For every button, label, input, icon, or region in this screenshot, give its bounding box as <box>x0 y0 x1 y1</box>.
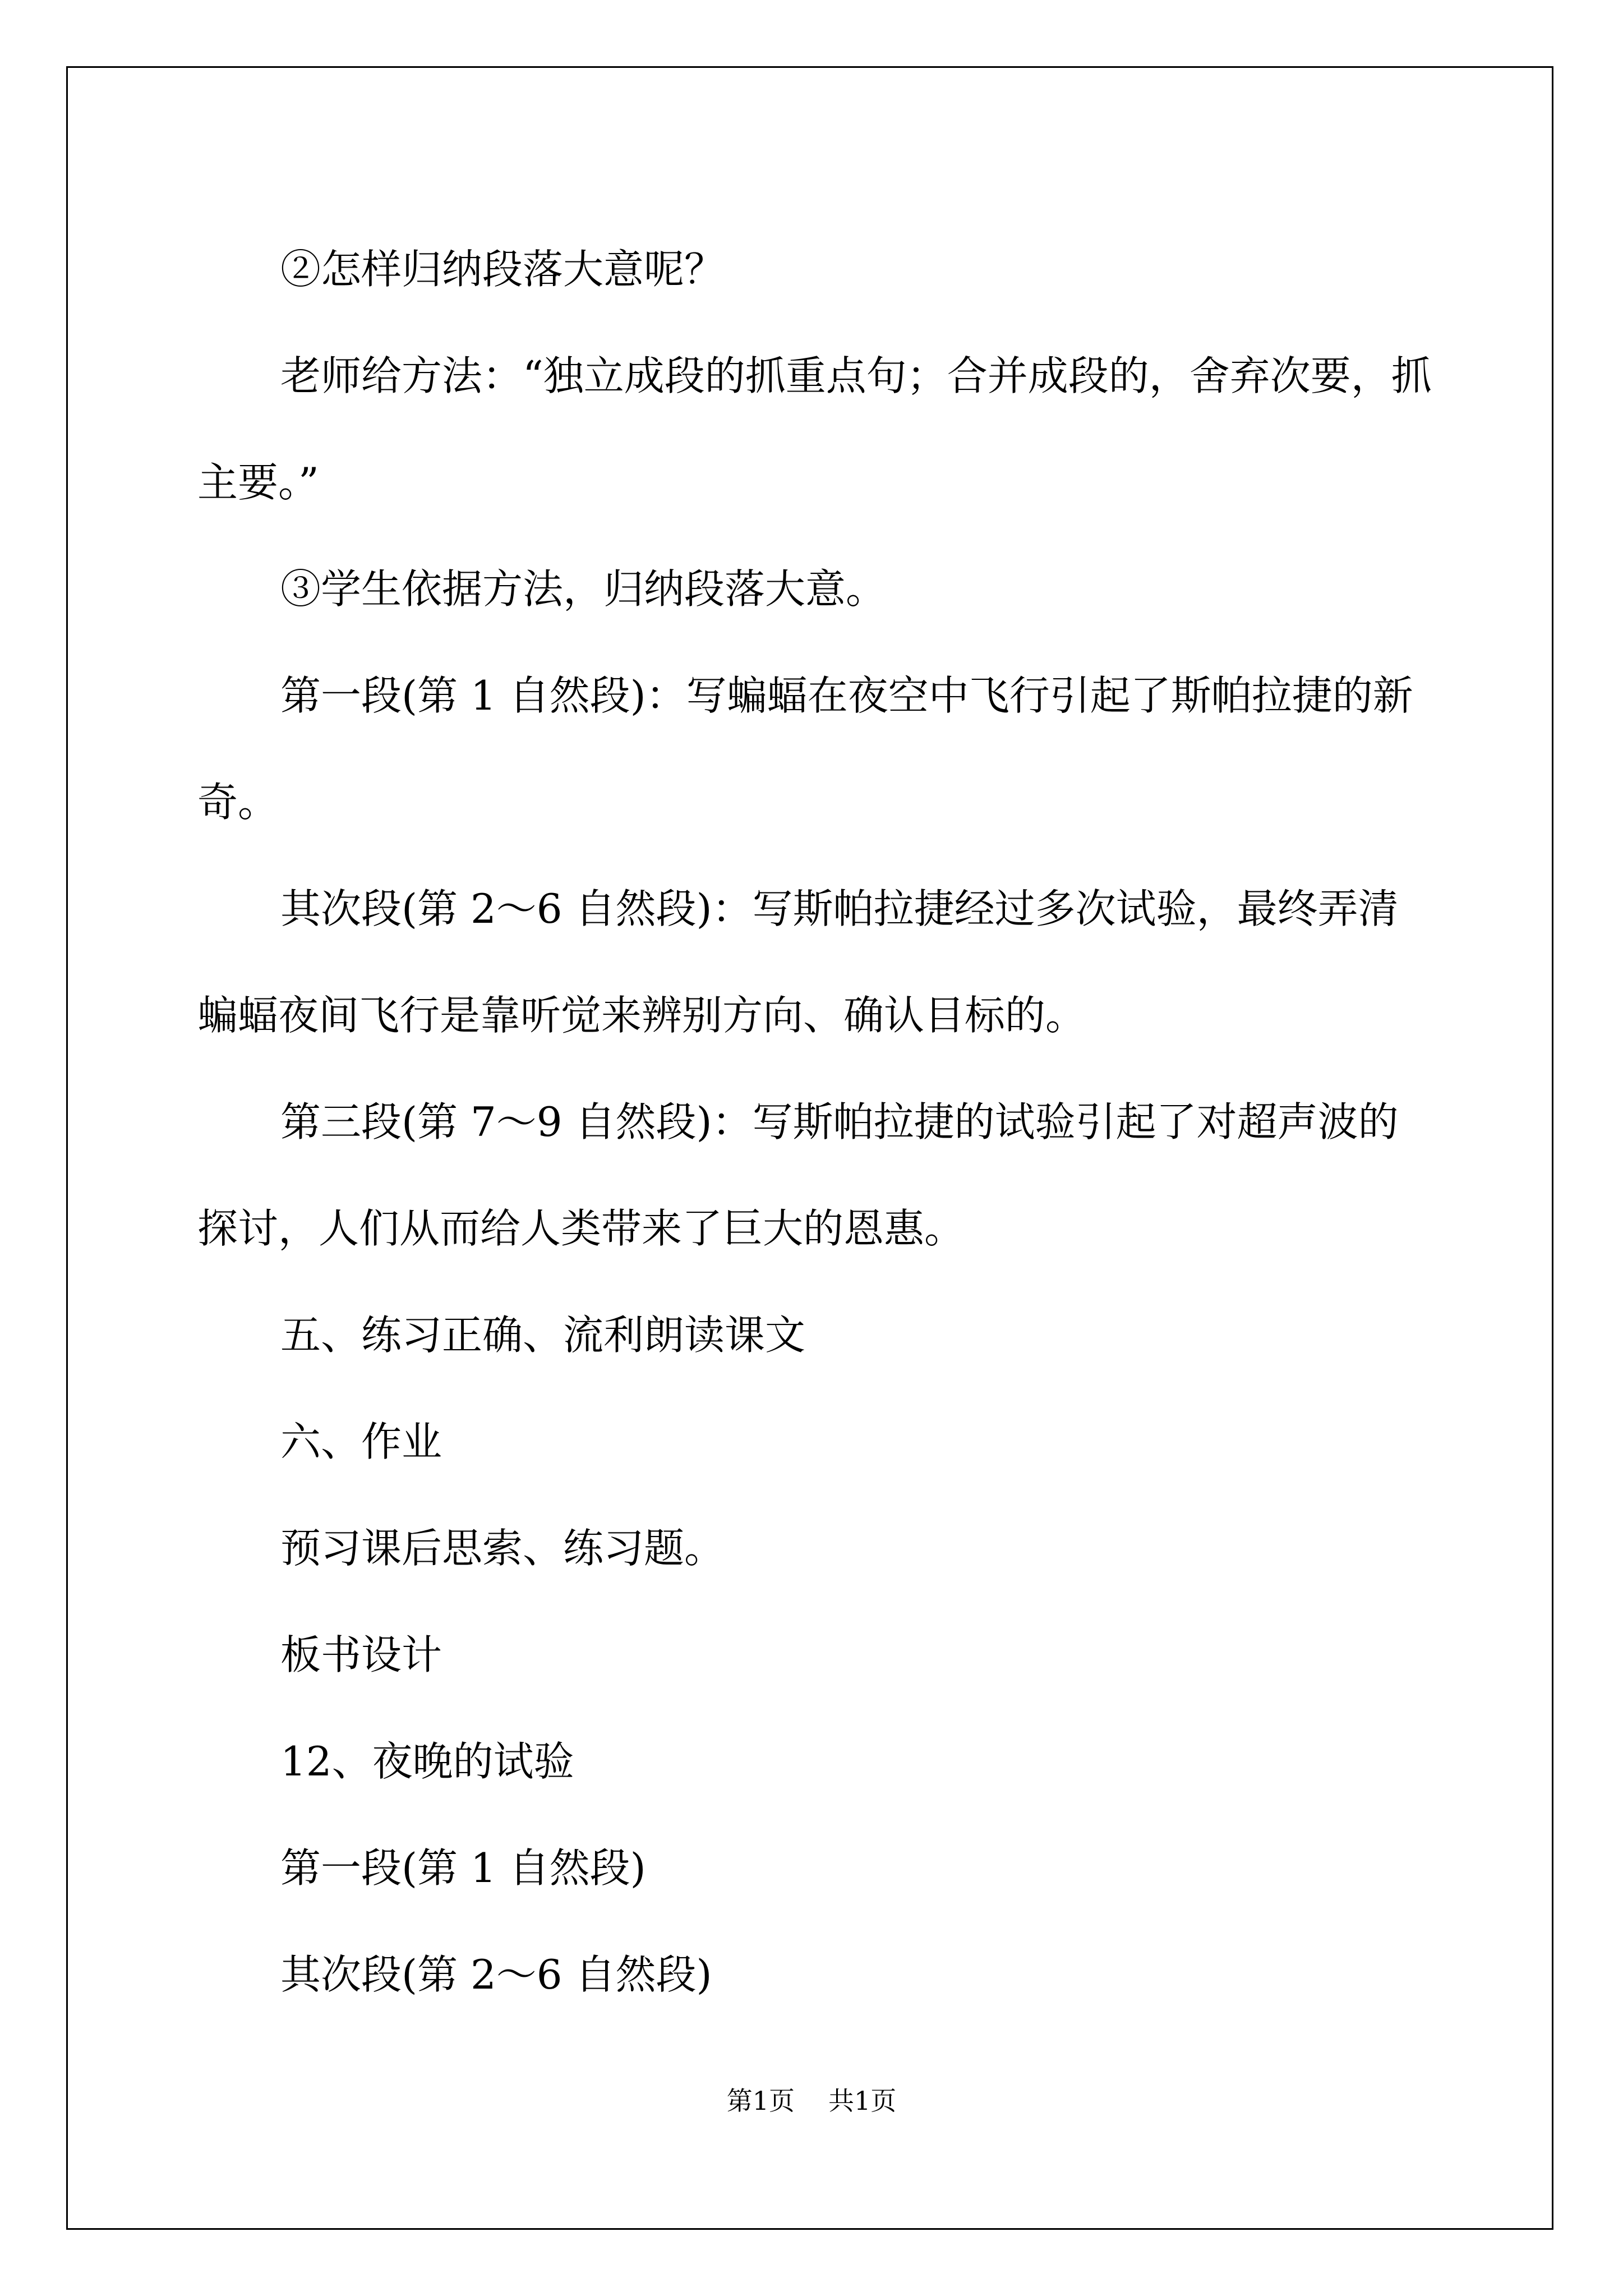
section-heading: 五、练习正确、流利朗读课文 <box>280 1312 806 1359</box>
board-item: 其次段(第 2～6 自然段) <box>280 1951 712 1998</box>
paragraph: 其次段(第 2～6 自然段)：写斯帕拉捷经过多次试验，最终弄清蝙蝠夜间飞行是靠听觉来辨别方向、确认目标的。 <box>197 885 1399 1039</box>
paragraph: 第一段(第 1 自然段)：写蝙蝠在夜空中飞行引起了斯帕拉捷的新奇。 <box>197 672 1413 826</box>
paragraph: 第三段(第 7～9 自然段)：写斯帕拉捷的试验引起了对超声波的探讨，人们从而给人类带来了巨大的恩惠。 <box>197 1098 1399 1252</box>
board-title: 12、夜晚的试验 <box>280 1738 574 1785</box>
section-heading: 六、作业 <box>280 1418 442 1465</box>
paragraph: 预习课后思索、练习题。 <box>280 1525 725 1572</box>
section-heading: 板书设计 <box>280 1631 442 1678</box>
document-body <box>197 216 1437 2028</box>
paragraph: ③学生依据方法，归纳段落大意。 <box>280 565 887 613</box>
board-item: 第一段(第 1 自然段) <box>280 1844 646 1892</box>
paragraph: 老师给方法：“独立成段的抓重点句；合并成段的，舍弃次要，抓主要。” <box>197 352 1432 506</box>
page-footer <box>0 2084 1623 2118</box>
paragraph: ②怎样归纳段落大意呢？ <box>280 246 725 293</box>
page-number-current: 第1页 <box>726 2086 795 2116</box>
page-number-total: 共1页 <box>828 2086 897 2116</box>
